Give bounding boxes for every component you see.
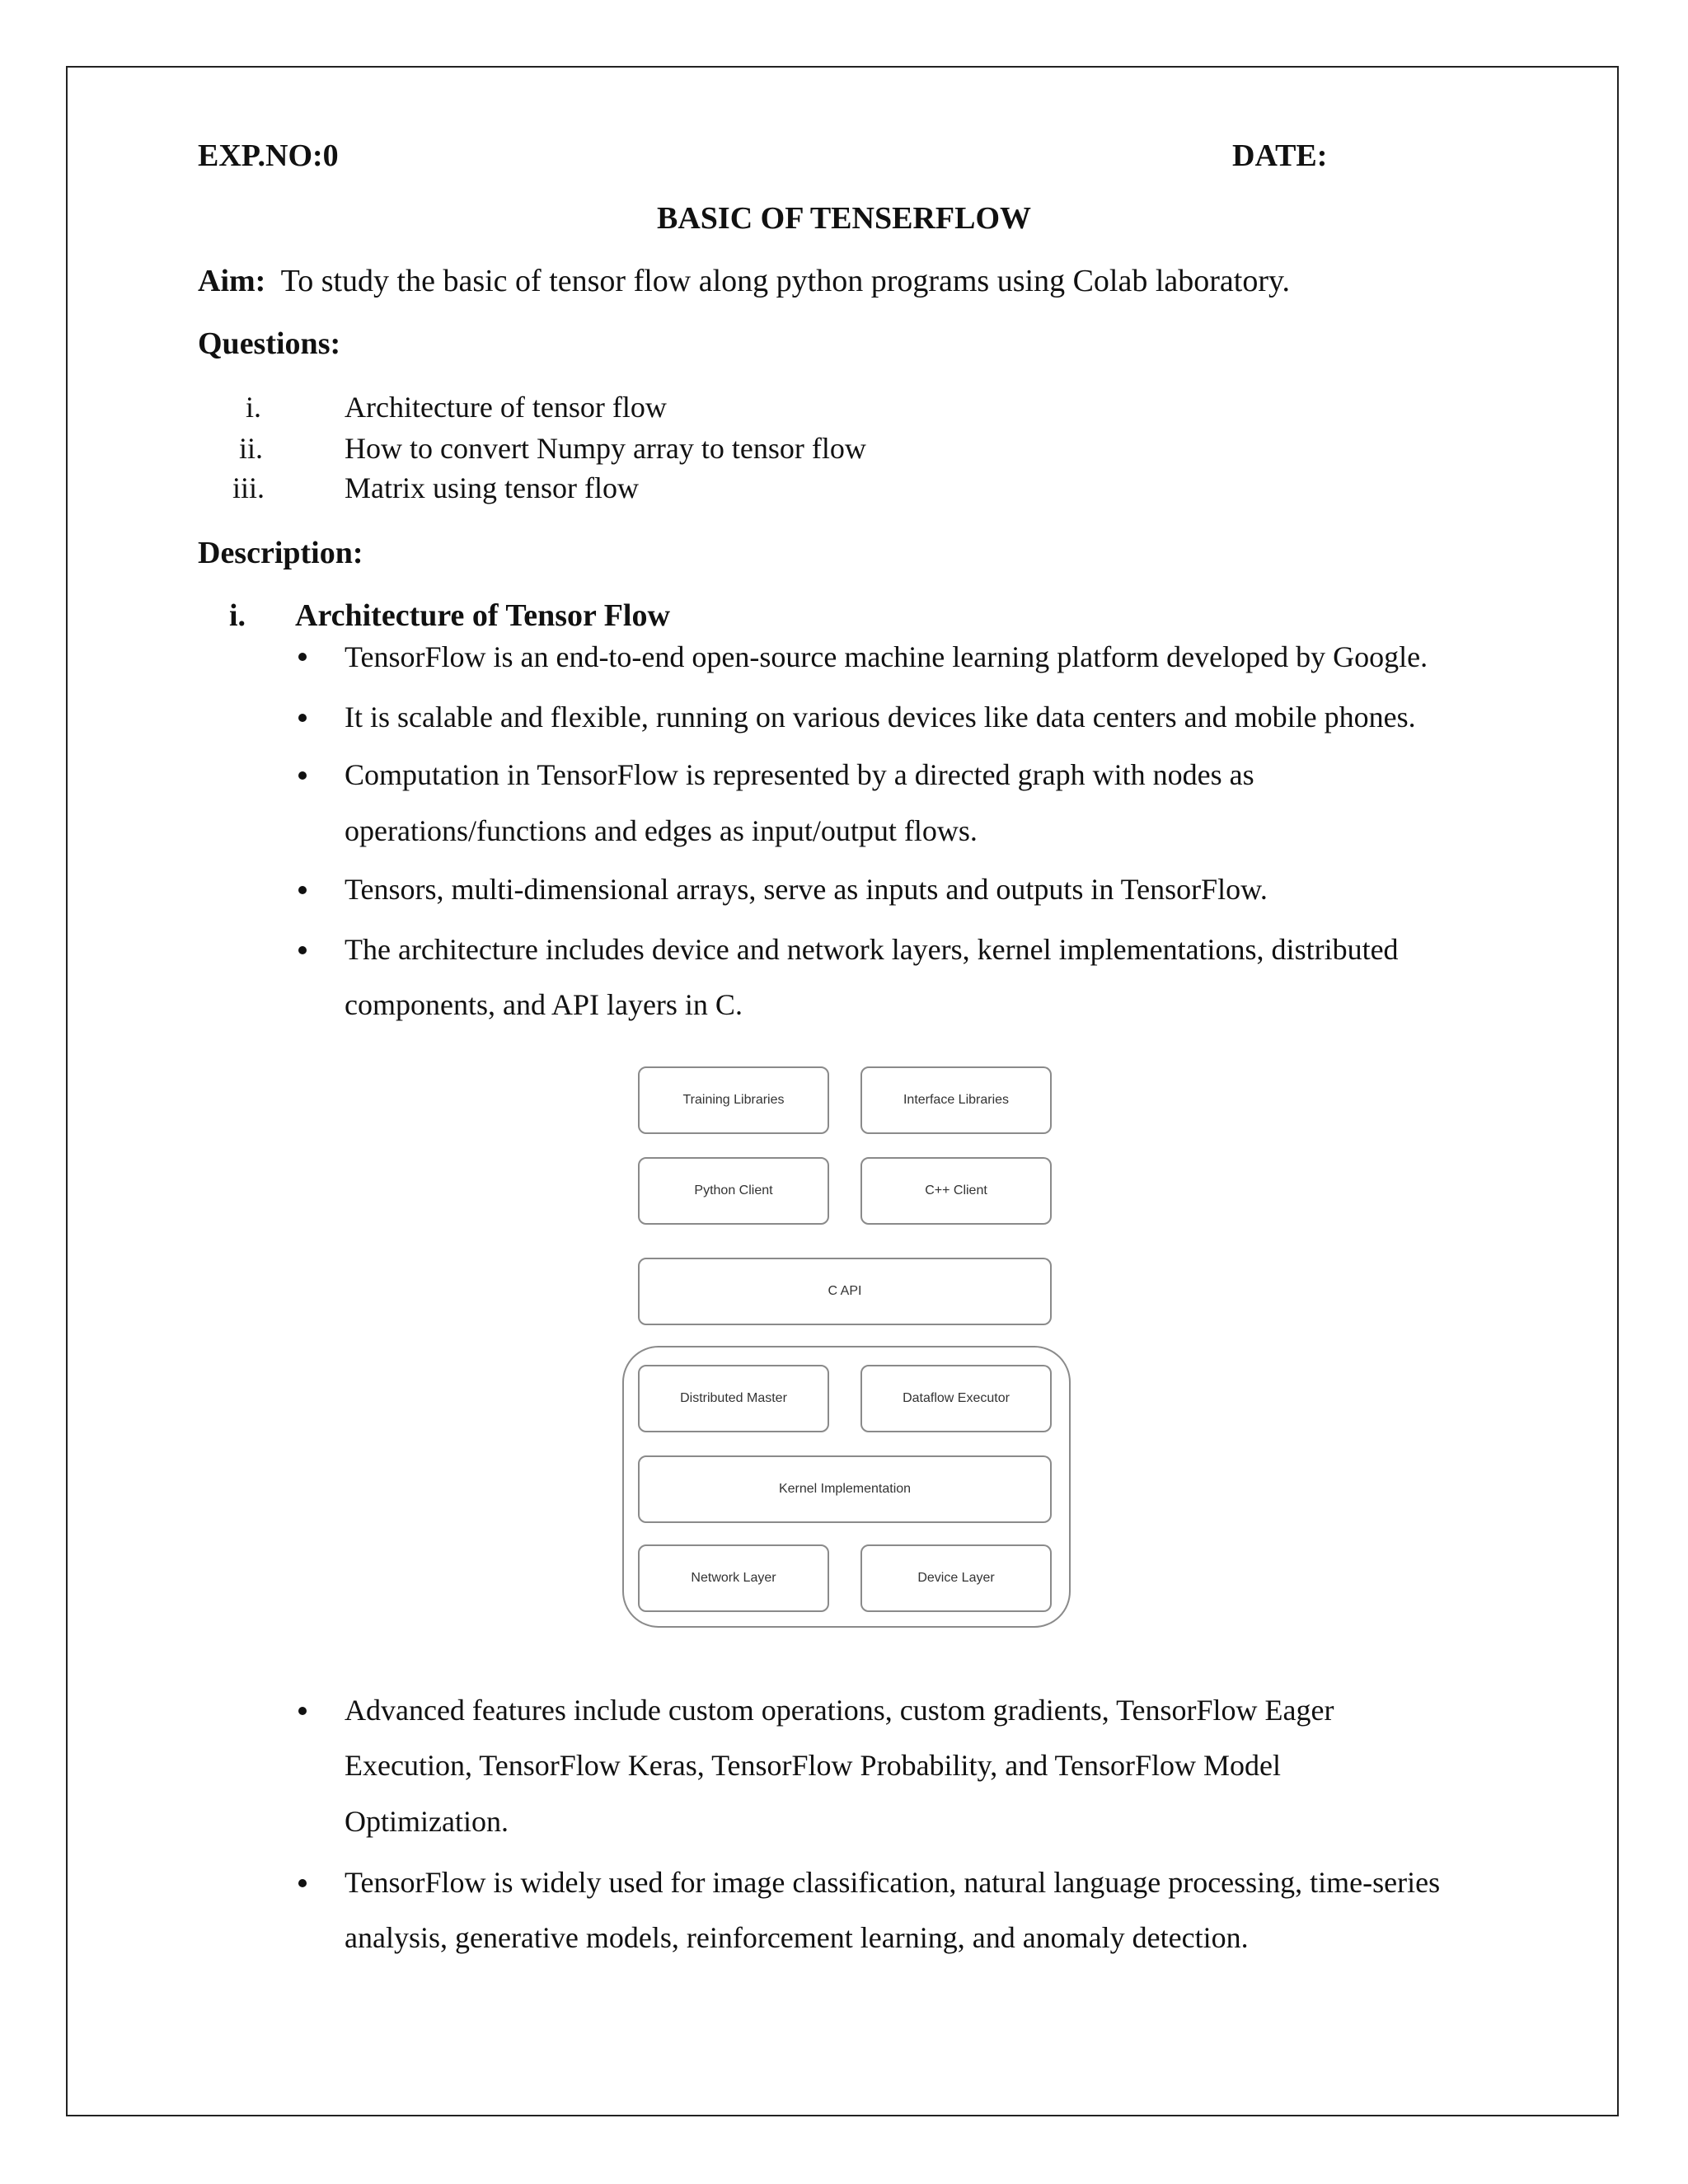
distributed-master-box: Distributed Master: [638, 1365, 829, 1432]
device-layer-box: Device Layer: [860, 1544, 1052, 1612]
bullet-text: Tensors, multi-dimensional arrays, serve as inputs and outputs in TensorFlow.: [345, 873, 1268, 906]
aim-label: Aim:: [198, 264, 266, 298]
section-title: Architecture of Tensor Flow: [295, 598, 670, 633]
question-number: iii.: [232, 471, 265, 504]
bullet-text-continued: Optimization.: [345, 1805, 509, 1838]
question-number: i.: [246, 391, 262, 424]
bullet-text: TensorFlow is widely used for image classification, natural language processing, time-series: [345, 1866, 1441, 1899]
question-text: Matrix using tensor flow: [345, 471, 639, 504]
dataflow-executor-box: Dataflow Executor: [860, 1365, 1052, 1432]
interface-libraries-box: Interface Libraries: [860, 1066, 1052, 1134]
bullet-dot: [298, 771, 307, 780]
bullet-dot: [298, 946, 307, 954]
bullet-dot: [298, 1879, 307, 1887]
aim-line: [198, 262, 1290, 300]
bullet-text-continued: components, and API layers in C.: [345, 988, 743, 1021]
section-number: i.: [229, 598, 246, 633]
exp-number: EXP.NO:0: [198, 138, 339, 173]
cpp-client-box: C++ Client: [860, 1157, 1052, 1225]
c-api-box: C API: [638, 1258, 1052, 1325]
question-number: ii.: [239, 432, 264, 465]
bullet-text-continued: Execution, TensorFlow Keras, TensorFlow Probability, and TensorFlow Model: [345, 1749, 1282, 1782]
bullet-dot: [298, 1707, 307, 1715]
bullet-text: The architecture includes device and network layers, kernel implementations, distributed: [345, 933, 1399, 966]
aim-text: To study the basic of tensor flow along python programs using Colab laboratory.: [280, 264, 1291, 298]
bullet-dot: [298, 714, 307, 722]
bullet-text: It is scalable and flexible, running on various devices like data centers and mobile phones.: [345, 701, 1416, 733]
bullet-text-continued: operations/functions and edges as input/output flows.: [345, 814, 978, 847]
question-text: Architecture of tensor flow: [345, 391, 667, 424]
page-title: BASIC OF TENSERFLOW: [657, 201, 1031, 236]
bullet-dot: [298, 653, 307, 661]
python-client-box: Python Client: [638, 1157, 829, 1225]
bullet-text: Advanced features include custom operations, custom gradients, TensorFlow Eager: [345, 1694, 1334, 1727]
bullet-text-continued: analysis, generative models, reinforcement learning, and anomaly detection.: [345, 1921, 1249, 1954]
bullet-dot: [298, 886, 307, 894]
date-label: DATE:: [1232, 138, 1328, 173]
network-layer-box: Network Layer: [638, 1544, 829, 1612]
kernel-implementation-box: Kernel Implementation: [638, 1455, 1052, 1523]
question-text: How to convert Numpy array to tensor flow: [345, 432, 866, 465]
architecture-diagram: [618, 1063, 1071, 1632]
bullet-text: Computation in TensorFlow is represented by a directed graph with nodes as: [345, 758, 1254, 791]
description-heading: Description:: [198, 536, 363, 570]
training-libraries-box: Training Libraries: [638, 1066, 829, 1134]
bullet-text: TensorFlow is an end-to-end open-source machine learning platform developed by Google.: [345, 640, 1428, 673]
questions-heading: Questions:: [198, 326, 341, 361]
